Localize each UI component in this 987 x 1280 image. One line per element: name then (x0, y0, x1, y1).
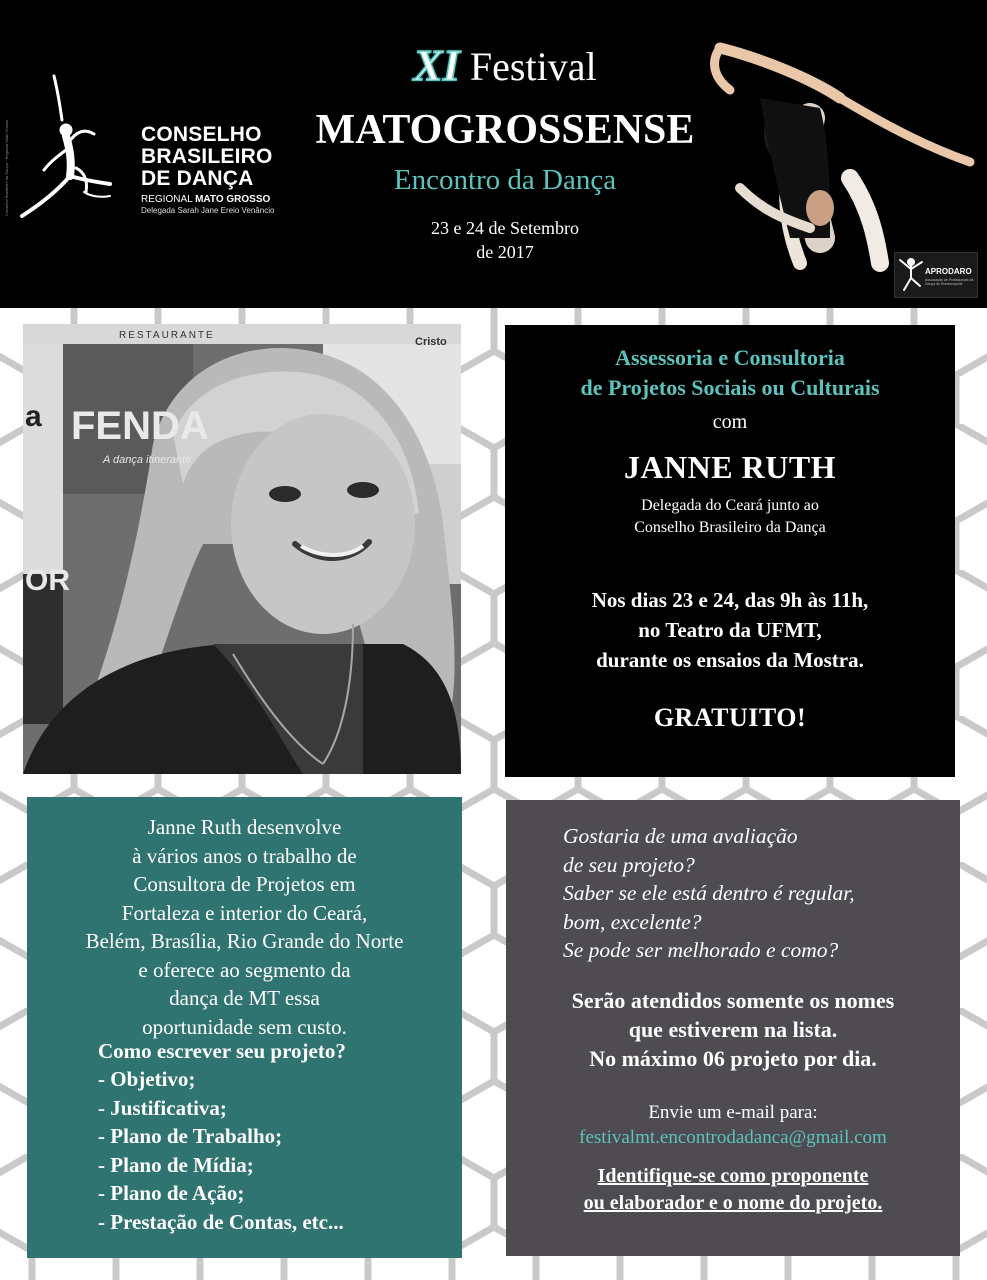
howto-title: Como escrever seu projeto? (98, 1039, 346, 1063)
wall-text-tagline: A dança itinerante (103, 454, 192, 466)
question-line: Gostaria de uma avaliação (563, 824, 798, 848)
identify-instruction (506, 1163, 960, 1217)
with-label: com (712, 411, 748, 433)
question-line: bom, excelente? (563, 909, 702, 934)
consultant-description-box (27, 797, 462, 1258)
description-line: Consultora de Projetos em (133, 872, 356, 896)
wall-text-cristo: Cristo (415, 336, 447, 348)
festival-edition (290, 40, 720, 91)
logo-title-line: DE DANÇA (141, 167, 254, 190)
description-line: e oferece ao segmento da (138, 957, 351, 982)
question-line: Se pode ser melhorado e como? (563, 938, 839, 962)
regional-prefix: REGIONAL (141, 194, 193, 205)
portrait-photo (23, 324, 461, 774)
dates-line: de 2017 (476, 242, 534, 262)
portrait-illustration (23, 324, 461, 774)
question-line: de seu projeto? (563, 852, 695, 877)
wall-text-top: RESTAURANTE (119, 330, 215, 341)
description-line: oportunidade sem custo. (142, 1014, 347, 1039)
list-item: - Prestação de Contas, etc... (98, 1209, 344, 1234)
list-item: - Plano de Ação; (98, 1181, 245, 1205)
schedule-line: no Teatro da UFMT, (638, 618, 822, 642)
list-item: - Objetivo; (98, 1067, 196, 1091)
description-line: Janne Ruth desenvolve (147, 815, 342, 839)
description-line: dança de MT essa (169, 986, 320, 1010)
list-item: - Justificativa; (98, 1095, 227, 1120)
description-line: Fortaleza e interior do Ceará, (121, 900, 368, 925)
logo-delegada: Delegada Sarah Jane Ereio Venâncio (141, 206, 275, 215)
header-banner (0, 0, 987, 308)
list-item: - Plano de Trabalho; (98, 1124, 283, 1148)
notice-line: No máximo 06 projeto por dia. (589, 1046, 877, 1071)
dates-line: 23 e 24 de Setembro (431, 218, 579, 238)
schedule-line: Nos dias 23 e 24, das 9h às 11h, (591, 588, 869, 612)
identify-line: ou elaborador e o nome do projeto. (583, 1192, 883, 1214)
wall-text-left: a (25, 400, 42, 433)
aprodaro-name: APRODARO (925, 267, 972, 276)
aprodaro-logo (894, 252, 978, 298)
consultancy-title (505, 343, 955, 403)
registration-info-box (506, 800, 960, 1256)
title-line: Assessoria e Consultoria (615, 345, 845, 370)
contact-email-link[interactable]: festivalmt.encontrodadanca@gmail.com (579, 1127, 887, 1148)
logo-title-line: BRASILEIRO (141, 145, 273, 168)
festival-word: Festival (469, 44, 597, 89)
description-line: à vários anos o trabalho de (132, 843, 357, 868)
wall-text-brand: FENDA (71, 404, 209, 448)
consultant-description (27, 813, 462, 1041)
schedule (505, 585, 955, 675)
attendance-notice (506, 986, 960, 1073)
identify-line: Identifique-se como proponente (597, 1165, 869, 1187)
consultant-role (505, 495, 955, 539)
consultancy-info-box (505, 325, 955, 777)
regional-name: MATO GROSSO (195, 194, 271, 205)
question-line: Saber se ele está dentro é regular, (563, 881, 855, 905)
role-line: Delegada do Ceará junto ao (641, 497, 819, 514)
wall-text-left-bottom: OR (25, 564, 70, 597)
dancers-photo (700, 38, 980, 273)
logo-vertical-text: Conselho Brasileiro da Dança · Regional Mato Grosso (4, 119, 9, 216)
aprodaro-subtitle: Associação de Profissionais da Dança de Rondonópolis (925, 278, 974, 286)
notice-line: Serão atendidos somente os nomes (571, 988, 895, 1013)
festival-roman-numeral: XI (413, 41, 460, 90)
list-item: - Plano de Mídia; (98, 1152, 254, 1177)
free-label: GRATUITO! (653, 703, 807, 732)
email-label: Envie um e-mail para: (648, 1102, 818, 1123)
festival-dates (380, 216, 630, 264)
festival-name: MATOGROSSENSE (315, 107, 695, 153)
project-sections-list (98, 1065, 344, 1236)
logo-regional (141, 194, 270, 205)
aprodaro-dancer-icon (898, 256, 924, 294)
dancer-figure-icon (14, 72, 124, 222)
schedule-line: durante os ensaios da Mostra. (596, 648, 864, 672)
evaluation-questions (563, 822, 855, 965)
role-line: Conselho Brasileiro da Dança (634, 519, 826, 536)
notice-line: que estiverem na lista. (628, 1017, 838, 1042)
festival-subtitle: Encontro da Dança (393, 164, 617, 196)
title-line: de Projetos Sociais ou Culturais (580, 375, 880, 400)
logo-title-line: CONSELHO (141, 123, 262, 146)
description-line: Belém, Brasília, Rio Grande do Norte (85, 929, 404, 953)
consultant-name: JANNE RUTH (623, 449, 837, 485)
